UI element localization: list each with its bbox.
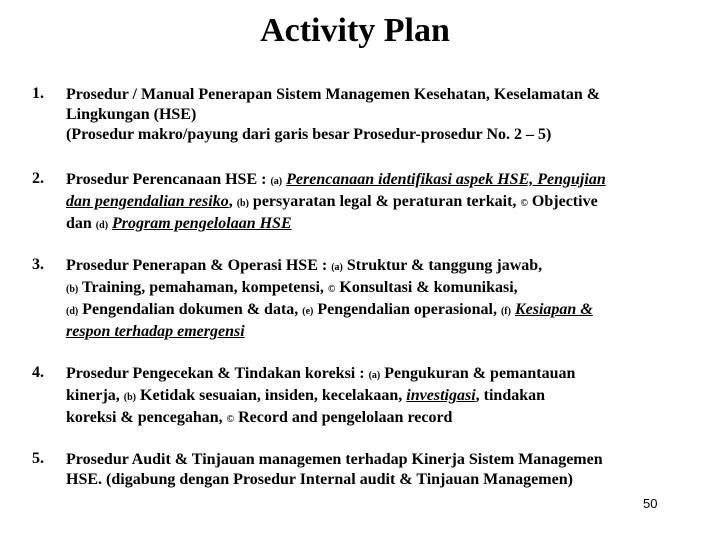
item-line: Prosedur Audit & Tinjauan managemen terhadap Kinerja Sistem Managemen (66, 451, 603, 468)
item-text (66, 170, 696, 236)
item-intro: Prosedur Perencanaan HSE : (66, 171, 267, 188)
item-number: 5. (32, 450, 44, 467)
sub-label-c: © (520, 198, 528, 209)
sub-label-e: (e) (302, 306, 314, 317)
emphasized-text: Kesiapan & (514, 301, 593, 318)
sub-text: Ketidak sesuaian, insiden, kecelakaan, (140, 387, 403, 404)
sub-text: Objective (531, 193, 598, 210)
item-line: (Prosedur makro/payung dari garis besar Prosedur-prosedur No. 2 – 5) (66, 126, 552, 143)
sub-label-d: (d) (66, 306, 79, 317)
item-text (66, 450, 696, 490)
sub-label-a: (a) (368, 370, 381, 381)
emphasized-text: Program pengelolaan HSE (112, 215, 292, 232)
item-number: 3. (32, 256, 44, 273)
item-line: Prosedur / Manual Penerapan Sistem Managemen Kesehatan, Keselamatan & (66, 86, 601, 103)
item-intro: Prosedur Pengecekan & Tindakan koreksi : (66, 365, 365, 382)
item-line: HSE. (digabung dengan Prosedur Internal audit & Tinjauan Managemen) (66, 471, 573, 488)
page-title: Activity Plan (260, 12, 450, 49)
sub-text: , tindakan (475, 387, 546, 404)
emphasized-text: dan pengendalian resiko (66, 193, 229, 210)
sub-text: Pengendalian dokumen & data, (82, 301, 299, 318)
emphasized-text: respon terhadap emergensi (66, 323, 245, 340)
sub-label-c: © (226, 414, 235, 425)
sub-text: kinerja, (66, 387, 120, 404)
sub-text: Konsultasi & komunikasi, (339, 279, 518, 296)
sub-text: persyaratan legal & peraturan terkait, (252, 193, 517, 210)
sub-text: koreksi & pencegahan, (66, 409, 223, 426)
item-text (66, 85, 696, 145)
page-number: 50 (643, 496, 658, 511)
item-line (66, 408, 696, 430)
item-number: 2. (32, 170, 44, 187)
item-line (66, 192, 696, 214)
item-number: 1. (32, 85, 44, 102)
item-line (66, 214, 696, 236)
sub-text: dan (66, 215, 92, 232)
item-number: 4. (32, 364, 44, 381)
sub-label-b: (b) (66, 284, 79, 295)
sub-label-a: (a) (331, 262, 343, 273)
item-line (66, 386, 696, 408)
item-line (66, 364, 696, 386)
item-text (66, 364, 696, 430)
sub-label-b: (b) (236, 198, 249, 209)
item-text (66, 256, 696, 342)
punctuation: , (228, 193, 233, 210)
item-line (66, 170, 696, 192)
sub-label-d: (d) (95, 220, 109, 231)
item-line (66, 278, 696, 300)
sub-text: Training, pemahaman, kompetensi, (81, 279, 324, 296)
item-line (66, 300, 696, 322)
sub-label-f: (f) (500, 306, 511, 317)
sub-text: Pengukuran & pemantauan (384, 365, 576, 382)
sub-label-a: (a) (270, 176, 283, 187)
sub-label-b: (b) (123, 392, 137, 403)
sub-label-c: © (327, 284, 336, 295)
sub-text: Pengendalian operasional, (317, 301, 497, 318)
sub-text: Struktur & tanggung jawab, (346, 257, 543, 274)
item-intro: Prosedur Penerapan & Operasi HSE : (66, 257, 328, 274)
item-line (66, 256, 696, 278)
item-line (66, 322, 696, 342)
emphasized-text: investigasi (406, 387, 476, 404)
sub-text: Record and pengelolaan record (238, 409, 453, 426)
emphasized-text: Perencanaan identifikasi aspek HSE, Pengujian (286, 171, 606, 188)
item-line: Lingkungan (HSE) (66, 106, 197, 123)
